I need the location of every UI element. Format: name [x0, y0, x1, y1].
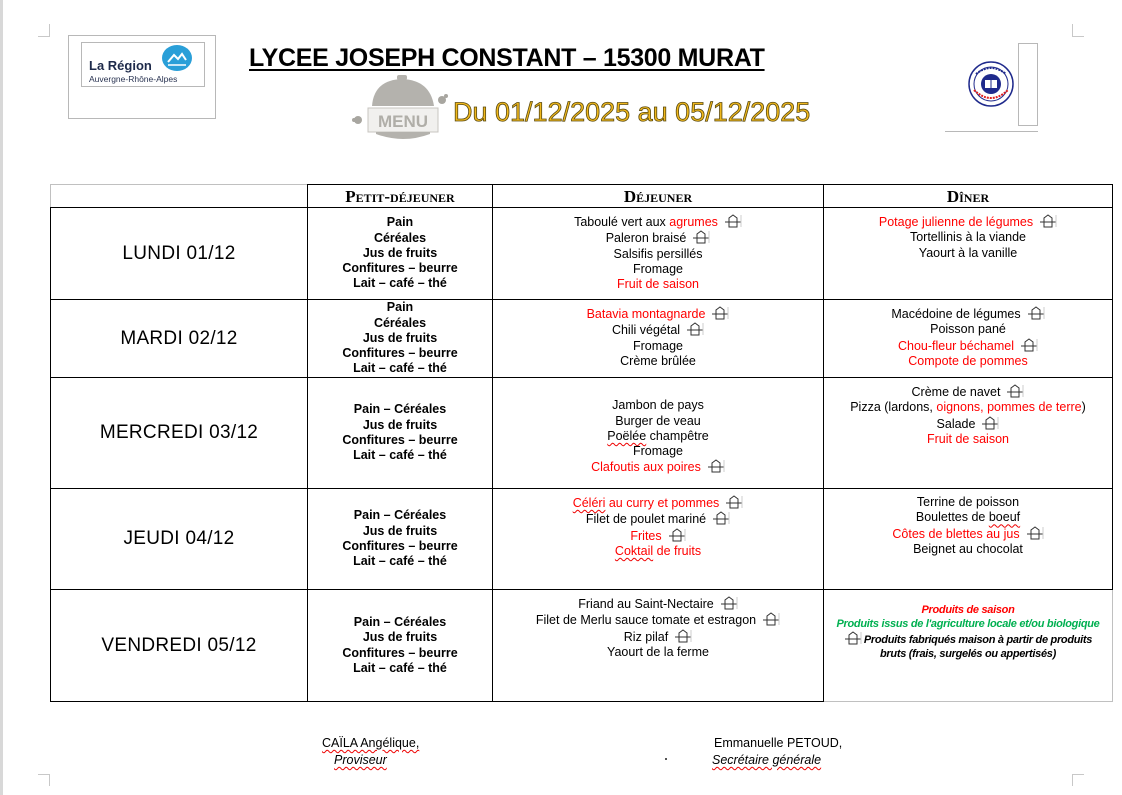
- dish-item: [493, 528, 823, 544]
- weekly-menu-table: [50, 184, 1113, 702]
- dish-text: Pizza (lardons,: [850, 400, 937, 415]
- dish-text: Poëlée: [607, 428, 647, 443]
- homemade-icon: [668, 528, 686, 542]
- homemade-icon: [725, 495, 743, 509]
- homemade-icon: [674, 629, 692, 643]
- dish-text: Crème de navet: [911, 385, 1001, 399]
- dish-text: champêtre: [646, 428, 709, 443]
- dish-item: [824, 510, 1112, 525]
- day-label: VENDREDI 05/12: [51, 590, 308, 702]
- dish-item: [824, 542, 1112, 557]
- crop-mark-top-right: [1072, 24, 1084, 37]
- dish-item: [493, 429, 823, 444]
- dish-text: Batavia montagnarde: [586, 307, 706, 321]
- column-header-lunch: Déjeuner: [493, 185, 824, 208]
- legend-homemade-line2: bruts (frais, surgelés ou appertisés): [880, 647, 1056, 660]
- table-row: [51, 300, 1113, 378]
- breakfast-item: Jus de fruits: [362, 523, 438, 538]
- stray-dot: [665, 758, 667, 760]
- homemade-icon: [1039, 214, 1057, 228]
- breakfast-item: Lait – café – thé: [353, 276, 447, 291]
- dish-text: Salade: [936, 416, 976, 431]
- table-row: [51, 590, 1113, 702]
- dish-item: [493, 247, 823, 262]
- breakfast-item: Confitures – beurre: [342, 433, 458, 447]
- signature-left-role: Proviseur: [334, 753, 387, 767]
- dish-text: Terrine de poisson: [916, 495, 1020, 509]
- column-header-dinner: Dîner: [824, 185, 1113, 208]
- dish-text: Macédoine de légumes: [891, 307, 1021, 321]
- table-header-row: [51, 185, 1113, 208]
- homemade-icon: [720, 596, 738, 610]
- dish-item: [493, 444, 823, 459]
- dinner-cell: [824, 378, 1113, 489]
- breakfast-item: Pain: [386, 215, 414, 230]
- legend-homemade: [824, 631, 1112, 648]
- dish-text: Compote de pommes: [908, 353, 1028, 368]
- crop-mark-bottom-left: [38, 774, 50, 786]
- dish-text: Filet de poulet mariné: [585, 512, 707, 527]
- dish-item: [493, 230, 823, 246]
- breakfast-item: Confitures – beurre: [342, 645, 458, 660]
- dish-item: [493, 645, 823, 660]
- homemade-icon: [711, 306, 729, 320]
- dish-item: [493, 277, 823, 292]
- breakfast-item: Confitures – beurre: [342, 346, 458, 361]
- dish-text: Friand au Saint-Nectaire: [578, 597, 714, 611]
- dish-item: [493, 414, 823, 429]
- dish-item: [824, 400, 1112, 415]
- breakfast-item: Jus de fruits: [362, 630, 438, 645]
- dish-text: Tortellinis à la viande: [909, 230, 1027, 245]
- homemade-icon: [707, 459, 725, 473]
- dish-text: Fruit de saison: [927, 431, 1009, 446]
- dish-text: oignons, pommes de terre: [936, 400, 1082, 415]
- education-seal-icon: [962, 60, 1020, 108]
- dish-item: [824, 432, 1112, 447]
- lunch-cell: [493, 300, 824, 378]
- dish-item: [824, 338, 1112, 354]
- homemade-icon: [1027, 306, 1045, 320]
- table-row: [51, 208, 1113, 300]
- homemade-icon: [1026, 526, 1044, 540]
- breakfast-cell: [308, 300, 493, 378]
- day-label: MERCREDI 03/12: [51, 378, 308, 489]
- region-logo: [81, 42, 205, 87]
- lunch-cell: [493, 590, 824, 702]
- dish-item: [493, 262, 823, 277]
- dish-text: Yaourt à la vanille: [918, 245, 1018, 260]
- breakfast-item: Lait – café – thé: [353, 361, 447, 376]
- dish-text: de fruits: [653, 543, 702, 558]
- menu-cloche-icon: [350, 74, 450, 140]
- breakfast-item: Confitures – beurre: [342, 261, 458, 276]
- dish-item: [493, 459, 823, 475]
- dish-item: [824, 354, 1112, 369]
- legend-cell: [824, 590, 1113, 702]
- homemade-icon: [1020, 338, 1038, 352]
- dish-text: ): [1081, 400, 1086, 415]
- dish-text: Jambon de pays: [612, 398, 704, 413]
- dish-item: [493, 339, 823, 354]
- homemade-icon: [712, 511, 730, 525]
- breakfast-cell: [308, 590, 493, 702]
- dish-item: [824, 384, 1112, 400]
- table-row: [51, 489, 1113, 590]
- breakfast-item: Jus de fruits: [362, 330, 438, 345]
- day-label: MARDI 02/12: [51, 300, 308, 378]
- breakfast-item: Pain – Céréales: [353, 614, 447, 629]
- menu-graphic-label: MENU: [377, 112, 429, 131]
- dish-text: au curry et pommes: [605, 496, 720, 510]
- dinner-cell: [824, 208, 1113, 300]
- day-label: JEUDI 04/12: [51, 489, 308, 590]
- breakfast-cell: [308, 489, 493, 590]
- dish-item: [493, 354, 823, 369]
- dish-text: Céléri: [572, 496, 606, 510]
- dish-text: Chili végétal: [611, 323, 681, 338]
- dish-text: Yaourt de la ferme: [607, 644, 709, 659]
- legend-seasonal: Produits de saison: [921, 604, 1015, 616]
- dish-item: [824, 214, 1112, 230]
- homemade-icon: [1006, 384, 1024, 398]
- dish-item: [493, 214, 823, 230]
- dish-item: [824, 306, 1112, 322]
- dish-text: agrumes: [669, 215, 718, 229]
- dish-text: Poisson pané: [930, 322, 1006, 337]
- homemade-icon: [981, 416, 999, 430]
- dish-text: Fromage: [632, 444, 684, 459]
- region-logo-frame: [68, 35, 216, 119]
- dish-text: Fromage: [632, 261, 684, 276]
- dish-item: [824, 246, 1112, 261]
- breakfast-item: Jus de fruits: [362, 417, 438, 432]
- dish-text: Riz pilaf: [623, 629, 669, 644]
- legend-local: Produits issus de l'agriculture locale et/ou biologique: [836, 617, 1100, 630]
- dish-text: Coktail: [614, 543, 654, 558]
- breakfast-item: Confitures – beurre: [342, 539, 458, 553]
- signature-right-role: Secrétaire générale: [712, 753, 822, 767]
- breakfast-item: Jus de fruits: [362, 245, 438, 260]
- page-title: LYCEE JOSEPH CONSTANT – 15300 MURAT: [249, 44, 765, 72]
- breakfast-cell: [308, 378, 493, 489]
- dish-item: [824, 526, 1112, 542]
- lunch-cell: [493, 208, 824, 300]
- dish-text: Filet de Merlu sauce tomate et estragon: [535, 613, 757, 628]
- dish-item: [824, 495, 1112, 510]
- homemade-icon: [844, 631, 862, 645]
- dish-text: Fruit de saison: [617, 277, 699, 292]
- dish-item: [493, 306, 823, 322]
- homemade-icon: [686, 322, 704, 336]
- lunch-cell: [493, 378, 824, 489]
- breakfast-item: Lait – café – thé: [353, 448, 447, 463]
- dish-item: [493, 495, 823, 511]
- page-left-margin-bar: [0, 0, 3, 795]
- dish-text: Beignet au chocolat: [913, 541, 1023, 556]
- day-label: LUNDI 01/12: [51, 208, 308, 300]
- dish-item: [493, 596, 823, 612]
- homemade-icon: [762, 612, 780, 626]
- dish-text: Fromage: [632, 338, 684, 353]
- crop-mark-bottom-right: [1072, 774, 1084, 786]
- breakfast-item: Céréales: [373, 230, 427, 245]
- breakfast-item: Céréales: [373, 315, 427, 330]
- signature-left-name: CAÏLA Angélique,: [322, 736, 420, 750]
- dish-item: [493, 612, 823, 628]
- dinner-cell: [824, 489, 1113, 590]
- lunch-cell: [493, 489, 824, 590]
- breakfast-item: Pain – Céréales: [353, 402, 447, 417]
- dish-text: Frites: [630, 528, 662, 543]
- breakfast-cell: [308, 208, 493, 300]
- mountain-logo-icon: [162, 45, 192, 71]
- homemade-icon: [692, 230, 710, 244]
- dish-text: Burger de veau: [615, 413, 701, 428]
- homemade-icon: [724, 214, 742, 228]
- dinner-cell: [824, 300, 1113, 378]
- dish-item: [824, 416, 1112, 432]
- dish-item: [493, 398, 823, 413]
- dish-item: [493, 322, 823, 338]
- crop-mark-top-left: [38, 24, 50, 37]
- column-header-day: [51, 185, 308, 208]
- dish-text: Chou-fleur béchamel: [897, 338, 1015, 353]
- dish-item: [824, 322, 1112, 337]
- dish-text: boeuf: [988, 510, 1021, 525]
- column-header-breakfast: Petit-déjeuner: [308, 185, 493, 208]
- dish-text: Paleron braisé: [605, 231, 687, 246]
- breakfast-item: Lait – café – thé: [353, 554, 447, 569]
- dish-item: [493, 544, 823, 559]
- region-logo-subtitle: Auvergne-Rhône-Alpes: [89, 74, 178, 84]
- breakfast-item: Pain: [386, 300, 414, 315]
- dish-text: Taboulé vert aux: [574, 215, 670, 229]
- table-row: [51, 378, 1113, 489]
- dish-item: [493, 511, 823, 527]
- legend-homemade-line1: Produits fabriqués maison à partir de produits: [863, 634, 1093, 646]
- dish-text: Boulettes de: [915, 510, 989, 525]
- dish-text: Salsifis persillés: [613, 246, 703, 261]
- signature-right-name: Emmanuelle PETOUD,: [714, 736, 843, 750]
- dish-item: [824, 230, 1112, 245]
- dish-item: [493, 629, 823, 645]
- dish-text: Clafoutis aux poires: [591, 460, 701, 475]
- dish-text: Potage julienne de légumes: [878, 215, 1034, 229]
- breakfast-item: Pain – Céréales: [353, 508, 447, 523]
- dish-text: Crème brûlée: [620, 353, 696, 368]
- breakfast-item: Lait – café – thé: [353, 660, 447, 675]
- dish-text: Côtes de blettes au jus: [892, 526, 1020, 541]
- region-logo-title: La Région: [89, 58, 152, 73]
- date-range: Du 01/12/2025 au 05/12/2025: [453, 97, 811, 127]
